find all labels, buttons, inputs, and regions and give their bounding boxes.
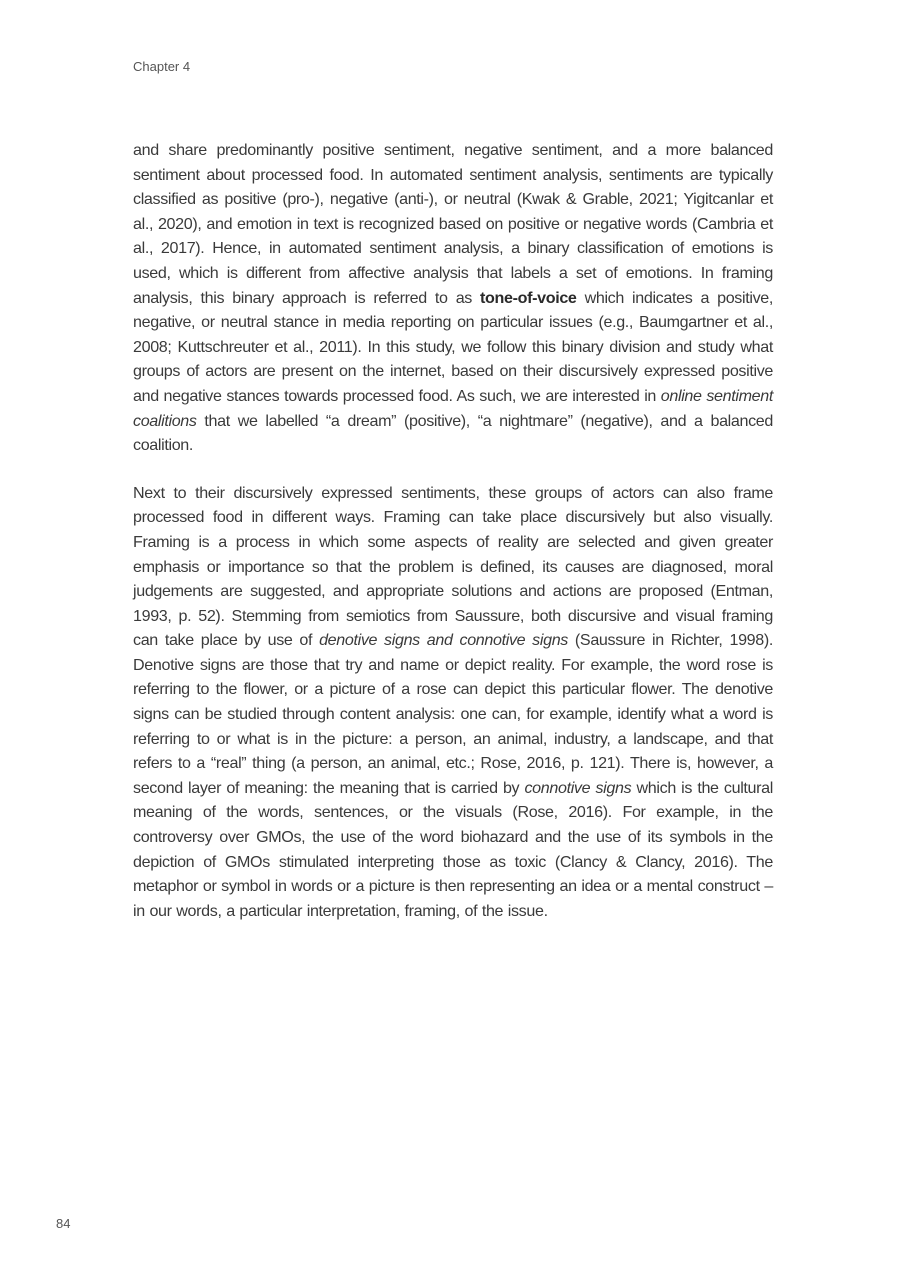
term-online-sentiment-coalitions: online sentiment coalitions [133, 386, 773, 430]
page-number: 84 [56, 1216, 71, 1231]
paragraph-sentiment [133, 138, 773, 458]
text-segment: (Saussure in Richter, 1998). Denotive signs are those that try and name or depict reality. For example, the word rose is referring to the flower, or a picture of a rose can depict this particular flower. The denotive signs can be studied through content analysis: one can, for example, identify what a word is referring to or what is in the picture: a person, an animal, industry, a landscape, and that refers to a “real” thing (a person, an animal, etc.; Rose, 2016, p. 121). There is, however, a second layer of meaning: the meaning that is carried by [133, 631, 773, 797]
text-segment: Next to their discursively expressed sentiments, these groups of actors can also frame processed food in different ways. Framing can take place discursively but also visually. Framing is a process in which some aspects of reality are selected and given greater emphasis or importance so that the problem is defined, its causes are diagnosed, moral judgements are suggested, and appropriate solutions and actions are proposed (Entman, 1993, p. 52). Stemming from semiotics from Saussure, both discursive and visual framing can take place by use of [133, 483, 773, 650]
term-tone-of-voice: tone-of-voice [480, 288, 577, 307]
body-text [133, 138, 773, 946]
text-segment: which is the cultural meaning of the words, sentences, or the visuals (Rose, 2016). For example, in the controversy over GMOs, the use of the word biohazard and the use of its symbols in the depiction of GMOs stimulated interpreting those as toxic (Clancy & Clancy, 2016). The metaphor or symbol in words or a picture is then representing an idea or a mental construct – in our words, a particular interpretation, framing, of the issue. [133, 778, 773, 920]
running-head: Chapter 4 [133, 59, 191, 74]
term-denotive-connotive-signs: denotive signs and connotive signs [319, 631, 568, 650]
text-segment: that we labelled “a dream” (positive), “a nightmare” (negative), and a balanced coalition. [133, 411, 773, 455]
text-segment: which indicates a positive, negative, or neutral stance in media reporting on particular issues (e.g., Baumgartner et al., 2008; Kuttschreuter et al., 2011). In this study, we follow this binary division and study what groups of actors are present on the internet, based on their discursively expressed positive and negative stances towards processed food. As such, we are interested in [133, 288, 773, 405]
text-segment: and share predominantly positive sentiment, negative sentiment, and a more balanced sentiment about processed food. In automated sentiment analysis, sentiments are typically classified as positive (pro-), negative (anti-), or neutral (Kwak & Grable, 2021; Yigitcanlar et al., 2020), and emotion in text is recognized based on positive or negative words (Cambria et al., 2017). Hence, in automated sentiment analysis, a binary classification of emotions is used, which is different from affective analysis that labels a set of emotions. In framing analysis, this binary approach is referred to as [133, 141, 773, 307]
term-connotive-signs: connotive signs [524, 778, 632, 797]
paragraph-framing [133, 481, 773, 924]
